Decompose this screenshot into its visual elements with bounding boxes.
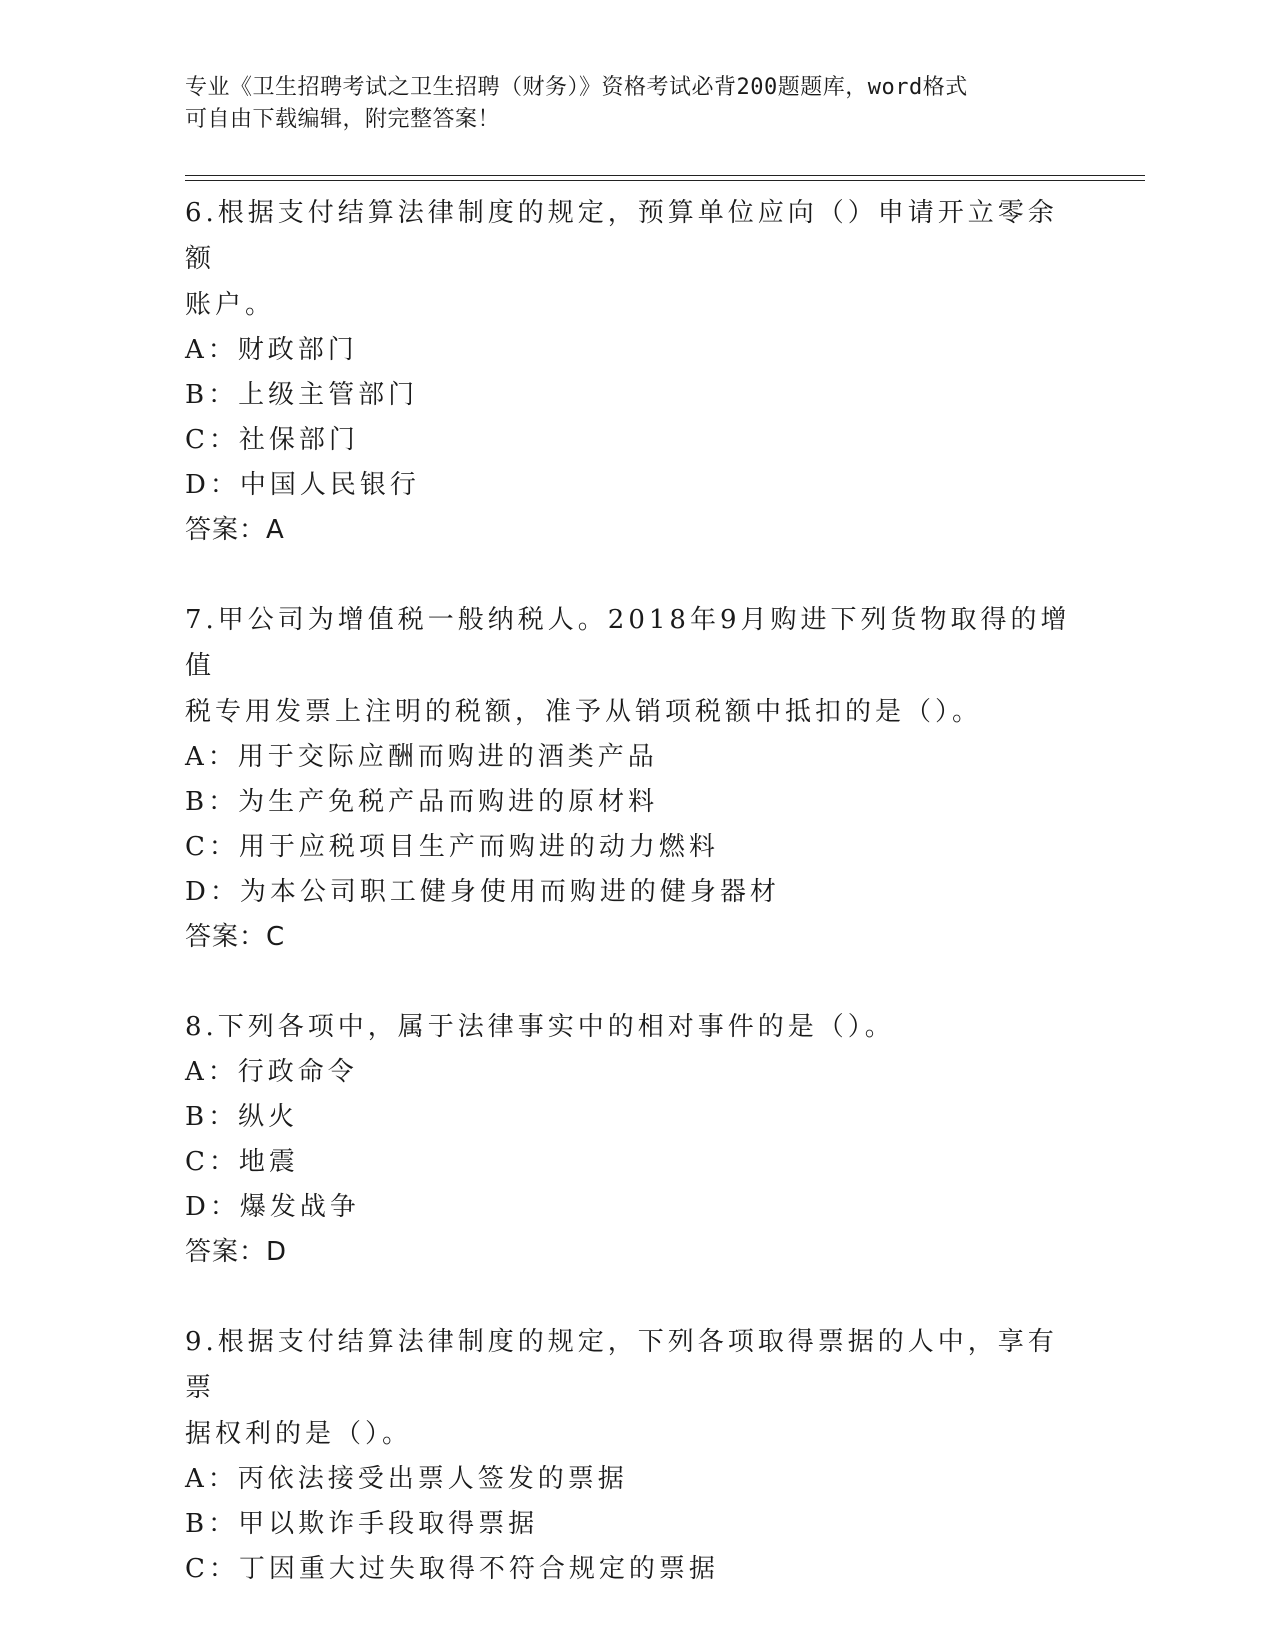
- question-stem-line: 9.根据支付结算法律制度的规定，下列各项取得票据的人中，享有票: [185, 1327, 1058, 1403]
- option-b: B：为生产免税产品而购进的原材料: [185, 787, 659, 817]
- question-list: [185, 190, 1085, 1636]
- header-line-1: 专业《卫生招聘考试之卫生招聘（财务）》资格考试必背200题题库，word格式: [185, 75, 968, 100]
- option-c: C：社保部门: [185, 425, 359, 455]
- answer-line: 答案：D: [185, 1237, 288, 1267]
- header-divider-top: [185, 175, 1145, 176]
- question-stem-line: 据权利的是（）。: [185, 1419, 413, 1449]
- question-8: [185, 1004, 1085, 1275]
- question-stem-line: 账户。: [185, 290, 276, 320]
- option-b: B：甲以欺诈手段取得票据: [185, 1509, 539, 1539]
- option-c: C：地震: [185, 1147, 299, 1177]
- question-7: [185, 597, 1085, 960]
- answer-line: 答案：A: [185, 515, 285, 545]
- header-line-2: 可自由下载编辑，附完整答案！: [185, 107, 501, 132]
- option-a: A：行政命令: [185, 1057, 358, 1087]
- header-divider-bottom: [185, 180, 1145, 181]
- question-stem-line: 8.下列各项中，属于法律事实中的相对事件的是（）。: [185, 1012, 895, 1042]
- option-d: D：爆发战争: [185, 1192, 360, 1222]
- option-a: A：财政部门: [185, 335, 358, 365]
- option-c: C：丁因重大过失取得不符合规定的票据: [185, 1554, 719, 1584]
- option-d: D：为本公司职工健身使用而购进的健身器材: [185, 877, 780, 907]
- question-stem-line: 税专用发票上注明的税额，准予从销项税额中抵扣的是（）。: [185, 697, 983, 727]
- answer-line: 答案：C: [185, 922, 286, 952]
- question-6: [185, 190, 1085, 553]
- document-header: [185, 72, 1065, 136]
- option-b: B：纵火: [185, 1102, 299, 1132]
- question-9: [185, 1319, 1085, 1592]
- option-d: D：中国人民银行: [185, 470, 420, 500]
- option-c: C：用于应税项目生产而购进的动力燃料: [185, 832, 719, 862]
- question-stem-line: 6.根据支付结算法律制度的规定，预算单位应向（）申请开立零余额: [185, 198, 1058, 274]
- option-a: A：用于交际应酬而购进的酒类产品: [185, 742, 658, 772]
- option-a: A：丙依法接受出票人签发的票据: [185, 1464, 628, 1494]
- option-b: B：上级主管部门: [185, 380, 419, 410]
- question-stem-line: 7.甲公司为增值税一般纳税人。2018年9月购进下列货物取得的增值: [185, 605, 1071, 681]
